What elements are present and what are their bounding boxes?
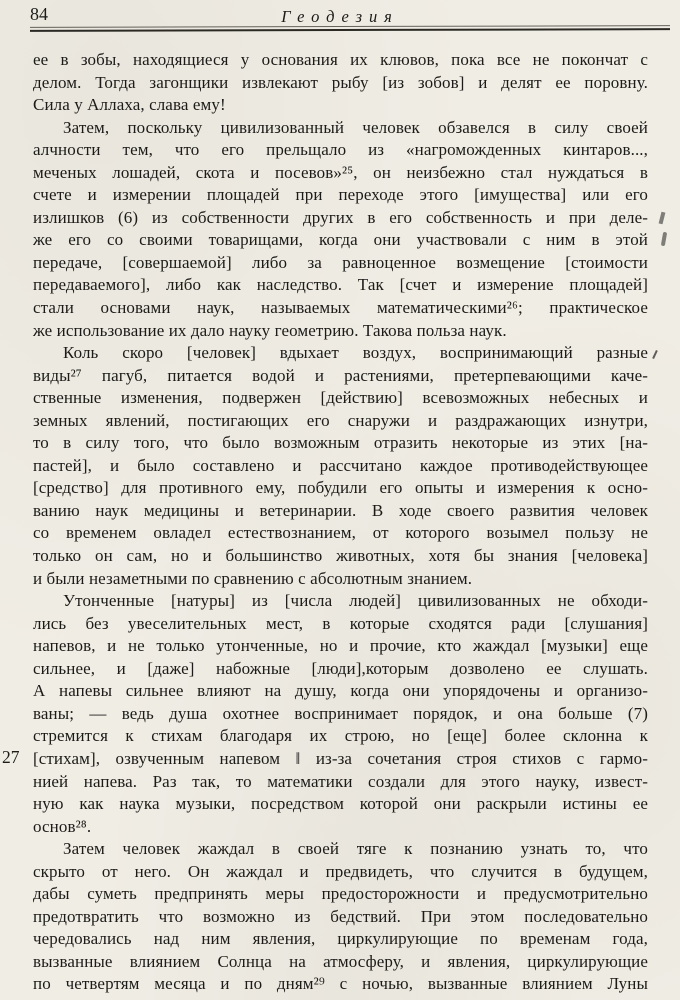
text-line: алчности тем, что его прельщало из «нагроможденных кинтаров..., [33,140,648,160]
paragraph-4 [33,590,648,838]
text-line: основ²⁸. [33,816,92,836]
text-line: передаваемого], либо как наследство. Так [счет и измерение площадей] [33,275,648,295]
scan-artifact [661,232,667,246]
text-line: же его со своими товарищами, когда они участвовали с ним в этой [33,230,648,250]
text-line: ее в зобы, находящиеся у основания их клювов, пока все не покончат с [33,50,648,69]
text-line: стремится к стихам благодаря их строю, но [еще] более склонна к [33,726,648,746]
text-line: [стихам], озвученным напевом ‖ из-за сочетания строя стихов с гармо- [33,748,648,768]
scan-artifact [659,212,666,225]
text-line: же использование их дало науку геометрию. Такова польза наук. [33,320,507,340]
text-line: счете и измерении площадей при переходе этого [имущества] или его [33,185,648,205]
paragraph-5 [33,838,648,996]
header-rule [30,25,670,32]
text-line: пастей], и было составлено и рассчитано каждое противодействующее [33,455,648,475]
text-line: Сила у Аллаха, слава ему! [33,95,226,115]
text-line: чередовались над ним явления, циркулирующие по временам года, [33,929,648,949]
text-line: вызванные влиянием Солнца на атмосферу, и явления, циркулирующие [33,951,648,971]
scan-artifact [652,350,658,359]
text-line: передаче, [совершаемой] либо за равноценное возмещение [стоимости [33,252,648,272]
text-line: сильнее, и [даже] набожные [люди],которым дозволено ее слушать. [33,658,648,678]
text-line: Затем человек жаждал в своей тяге к познанию узнать то, что [63,839,648,859]
text-line: нией напева. Раз так, то математики создали для этого науку, извест- [33,771,648,791]
text-line: и были незаметными по сравнению с абсолютным знанием. [33,568,473,588]
text-line: А напевы сильнее влияют на душу, когда они упорядочены и организо- [33,681,648,701]
text-line: только он сам, но и большинство животных, хотя бы знания [человека] [33,546,648,566]
running-title: Геодезия [281,7,399,26]
margin-folio-number: 27 [2,747,20,767]
text-line: со временем овладел естествознанием, от которого возымел пользу не [33,523,648,543]
text-line: земных явлений, постигающих его снаружи и раздражающих изнутри, [33,410,648,430]
text-line: [средство] для противного ему, побудили его опыты и измерения к осно- [33,478,648,498]
paragraph-1 [33,49,648,117]
paragraph-3 [33,342,648,590]
text-line: делом. Тогда загонщики извлекают рыбу [из зобов] и делят ее поровну. [33,72,648,92]
text-line: излишков (6) из собственности других в его собственность и при деле- [33,207,648,227]
text-line: то в силу того, что было возможным отразить некоторые из этих [на- [33,433,648,453]
text-line: Коль скоро [человек] вдыхает воздух, воспринимающий разные [63,343,648,363]
text-line: ванию наук медицины и ветеринарии. В ходе своего развития человек [33,500,648,520]
text-line: меченых лошадей, скота и посевов»²⁵, он неизбежно стал нуждаться в [33,162,648,182]
text-line: ную как наука музыки, посредством которой они раскрыли истины ее [33,794,648,814]
text-line: напевов, и не только утонченные, но и прочие, кто жаждал [музыки] еще [33,636,648,656]
text-line: Затем, поскольку цивилизованный человек обзавелся в силу своей [63,117,648,137]
paragraph-2 [33,117,648,342]
text-line: Утонченные [натуры] из [числа людей] цивилизованных не обходи- [63,591,648,611]
text-line: виды²⁷ пагуб, питается водой и растениями, претерпевающими каче- [33,365,648,385]
text-line: ственные изменения, подвержен [действию] всевозможных небесных и [33,388,648,408]
text-line: скрыто от него. Он жаждал и предвидеть, что случится в будущем, [33,861,648,881]
text-line: по четвертям месяца и по дням²⁹ с ночью, вызванные влиянием Луны [33,974,648,994]
text-block [33,49,648,996]
text-line: лись без увеселительных мест, в которые сходятся ради [слушания] [33,613,648,633]
text-line: ваны; — ведь душа охотнее воспринимает порядок, и она больше (7) [33,703,648,723]
text-line: дабы суметь предпринять меры предосторожности и предусмотрительно [33,884,648,904]
page-number: 84 [30,4,48,24]
text-line: стали основами наук, называемых математическими²⁶; практическое [33,298,648,318]
text-line: предотвратить что возможно из бедствий. При этом последовательно [33,906,648,926]
